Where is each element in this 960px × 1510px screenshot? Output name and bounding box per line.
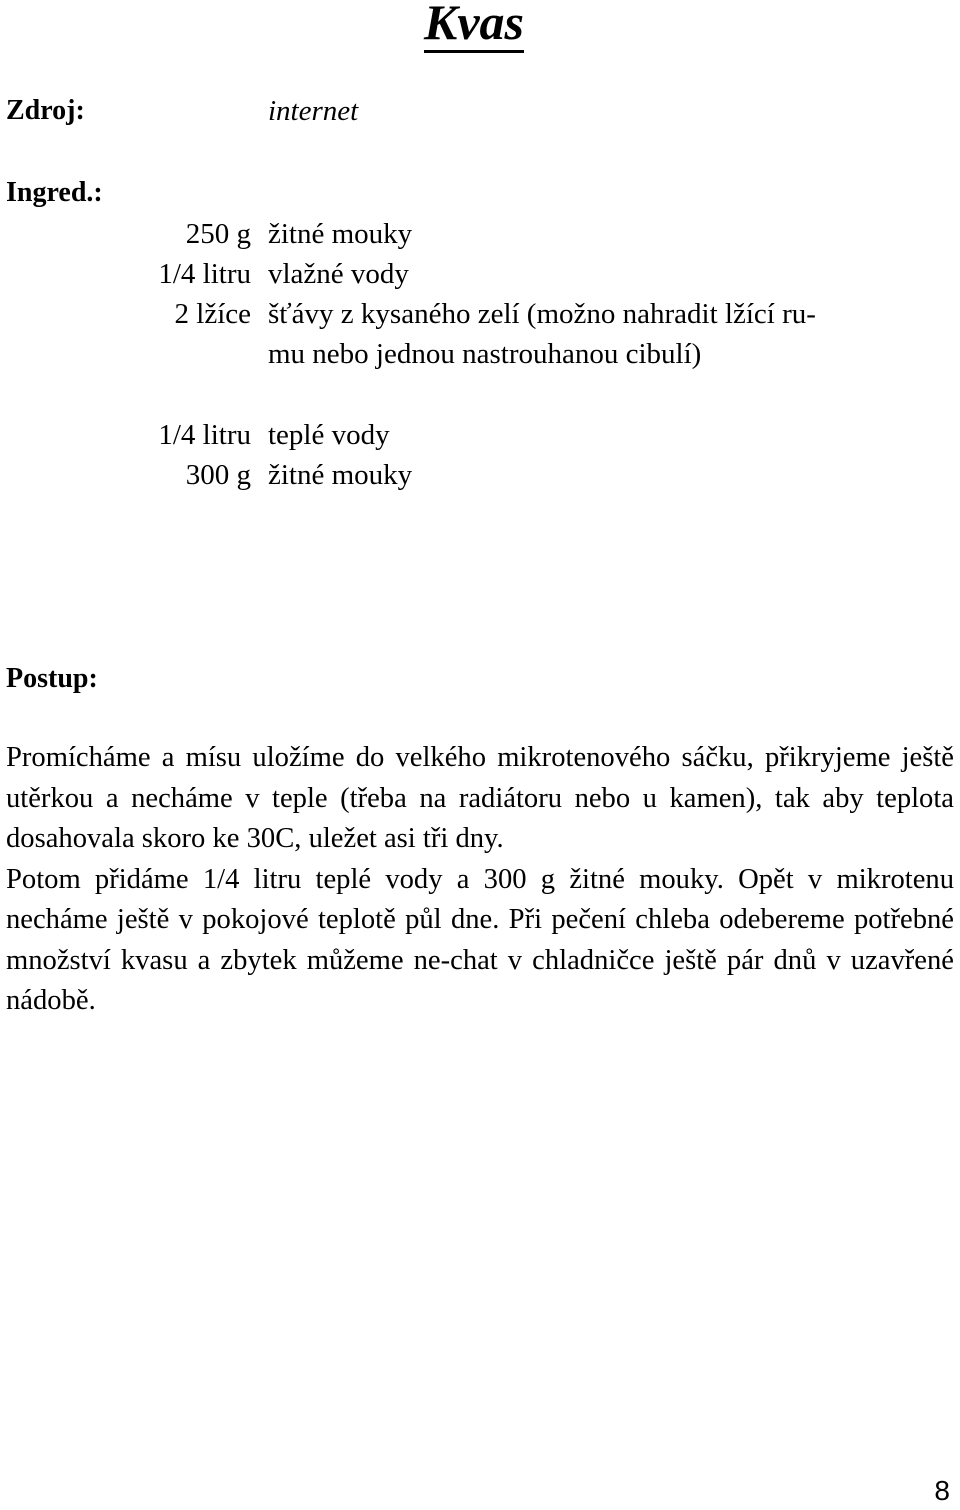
procedure-label: Postup:	[6, 663, 98, 694]
ingredient-name: teplé vody	[268, 419, 390, 451]
procedure-text	[6, 738, 954, 1022]
ingredient-name: šťávy z kysaného zelí (možno nahradit lžící ru-	[268, 298, 816, 330]
ingredient-qty: 300 g	[185, 459, 251, 491]
ingredient-name: žitné mouky	[268, 459, 413, 491]
ingredient-name-continued: mu nebo jednou nastrouhanou cibulí)	[268, 338, 702, 370]
page-title: Kvas	[424, 0, 524, 53]
procedure-paragraph: Promícháme a mísu uložíme do velkého mikrotenového sáčku, přikryjeme ještě utěrkou a necháme v teple (třeba na radiátoru nebo u kamen), tak aby teplota dosahovala skoro ke 30C, uležet asi tři dny.	[6, 742, 954, 854]
page-number: 8	[934, 1475, 950, 1506]
ingredient-qty: 250 g	[185, 218, 251, 250]
ingredient-qty: 2 lžíce	[174, 298, 251, 330]
ingredient-qty: 1/4 litru	[158, 419, 251, 451]
source-label: Zdroj:	[6, 95, 85, 126]
procedure-paragraph: Potom přidáme 1/4 litru teplé vody a 300 g žitné mouky. Opět v mikrotenu necháme ještě v pokojové teplotě půl dne. Při pečení chleba odebereme potřebné množství kvasu a zbytek můžeme ne-chat v chladničce ještě pár dnů v uzavřené nádobě.	[6, 863, 954, 1016]
source-value: internet	[268, 95, 359, 127]
ingredients-label: Ingred.:	[6, 177, 103, 208]
ingredient-name: žitné mouky	[268, 218, 413, 250]
ingredient-name: vlažné vody	[268, 258, 409, 290]
ingredient-qty: 1/4 litru	[158, 258, 251, 290]
